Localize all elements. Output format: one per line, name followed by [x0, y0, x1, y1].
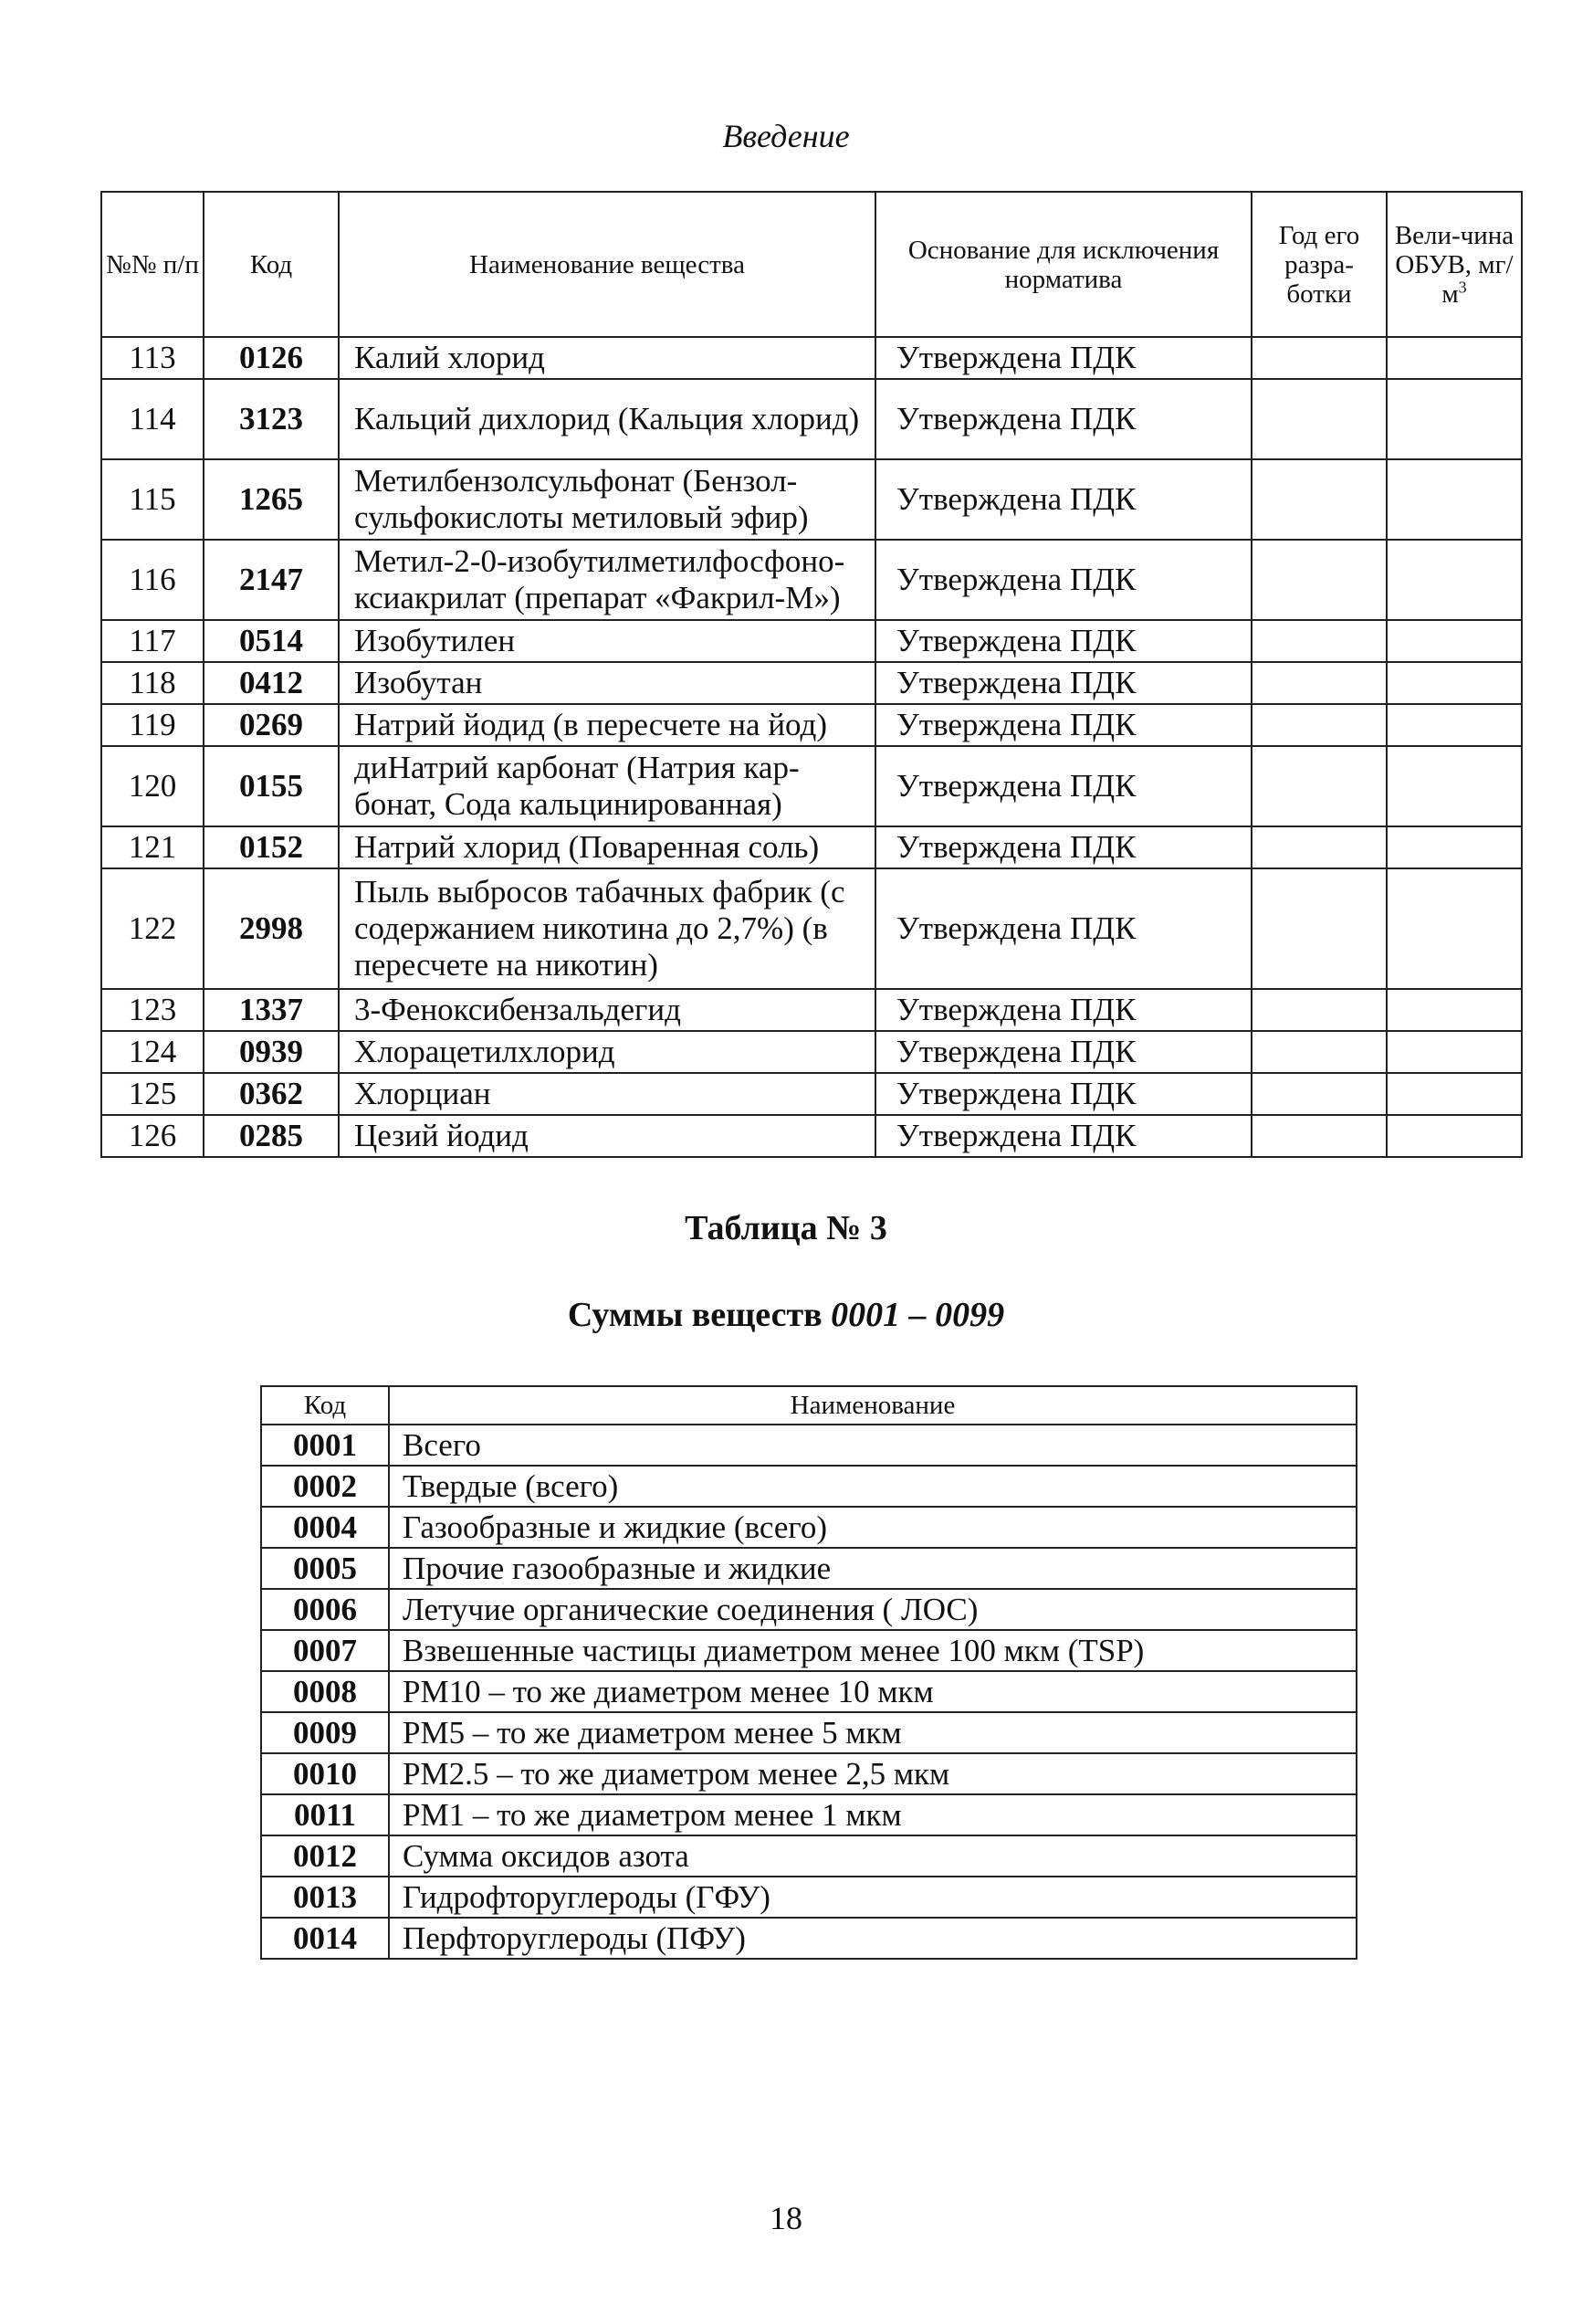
cell-basis: Утверждена ПДК	[875, 337, 1252, 379]
substances-table	[100, 191, 1523, 1158]
table-row	[101, 337, 1522, 379]
cell-name: Натрий хлорид (Поваренная соль)	[339, 826, 875, 868]
cell-num: 125	[101, 1073, 204, 1115]
table-row	[261, 1794, 1357, 1835]
cell-num: 124	[101, 1031, 204, 1073]
cell-code: 0285	[204, 1115, 339, 1157]
table-row	[261, 1918, 1357, 1959]
cell-name: РМ1 – то же диаметром менее 1 мкм	[389, 1794, 1357, 1835]
cell-name: Газообразные и жидкие (всего)	[389, 1507, 1357, 1548]
cell-code: 0152	[204, 826, 339, 868]
cell-name: Метилбензолсульфонат (Бензол-сульфокислоты метиловый эфир)	[339, 459, 875, 540]
cell-obuv	[1387, 868, 1522, 989]
table-row	[261, 1548, 1357, 1589]
cell-name: РМ10 – то же диаметром менее 10 мкм	[389, 1671, 1357, 1712]
cell-name: Хлорциан	[339, 1073, 875, 1115]
cell-code: 0005	[261, 1548, 389, 1589]
cell-num: 117	[101, 620, 204, 662]
table3-title-prefix: Суммы веществ	[567, 1296, 832, 1334]
cell-basis: Утверждена ПДК	[875, 1073, 1252, 1115]
cell-num: 115	[101, 459, 204, 540]
cell-year	[1252, 989, 1387, 1031]
cell-year	[1252, 868, 1387, 989]
cell-obuv	[1387, 540, 1522, 620]
cell-code: 1337	[204, 989, 339, 1031]
cell-code: 0006	[261, 1589, 389, 1630]
table-row	[261, 1671, 1357, 1712]
col-obuv-header	[1387, 192, 1522, 337]
table-row	[101, 704, 1522, 746]
cell-name: Изобутан	[339, 662, 875, 704]
cell-obuv	[1387, 704, 1522, 746]
table-row	[101, 826, 1522, 868]
cell-obuv	[1387, 746, 1522, 826]
cell-obuv	[1387, 826, 1522, 868]
cell-num: 120	[101, 746, 204, 826]
cell-code: 0002	[261, 1466, 389, 1507]
cell-code: 0126	[204, 337, 339, 379]
cell-code: 0011	[261, 1794, 389, 1835]
cell-code: 0012	[261, 1835, 389, 1877]
table-row	[101, 620, 1522, 662]
cell-num: 113	[101, 337, 204, 379]
cell-name: Всего	[389, 1425, 1357, 1466]
col-year-header: Год его разра-ботки	[1252, 192, 1387, 337]
cell-basis: Утверждена ПДК	[875, 379, 1252, 459]
table-row	[261, 1507, 1357, 1548]
table-row	[261, 1877, 1357, 1918]
cell-year	[1252, 704, 1387, 746]
table-row	[261, 1425, 1357, 1466]
table-header-row	[261, 1386, 1357, 1425]
table3-label: Таблица № 3	[685, 1209, 887, 1247]
cell-year	[1252, 746, 1387, 826]
cell-basis: Утверждена ПДК	[875, 1031, 1252, 1073]
cell-code: 0010	[261, 1753, 389, 1794]
cell-name: Калий хлорид	[339, 337, 875, 379]
col-num-header: №№ п/п	[101, 192, 204, 337]
cell-year	[1252, 1073, 1387, 1115]
table-row	[101, 1031, 1522, 1073]
cell-num: 118	[101, 662, 204, 704]
cell-obuv	[1387, 989, 1522, 1031]
cell-year	[1252, 620, 1387, 662]
cell-code: 3123	[204, 379, 339, 459]
cell-obuv	[1387, 620, 1522, 662]
cell-num: 123	[101, 989, 204, 1031]
cell-code: 0008	[261, 1671, 389, 1712]
table-row	[261, 1630, 1357, 1671]
cell-year	[1252, 1031, 1387, 1073]
cell-name: Пыль выбросов табачных фабрик (с содержанием никотина до 2,7%) (в пересчете на никотин)	[339, 868, 875, 989]
cell-basis: Утверждена ПДК	[875, 1115, 1252, 1157]
table-row	[101, 540, 1522, 620]
cell-year	[1252, 337, 1387, 379]
cell-basis: Утверждена ПДК	[875, 868, 1252, 989]
cell-year	[1252, 379, 1387, 459]
cell-obuv	[1387, 1031, 1522, 1073]
table-row	[101, 746, 1522, 826]
cell-name: Сумма оксидов азота	[389, 1835, 1357, 1877]
cell-basis: Утверждена ПДК	[875, 662, 1252, 704]
cell-name: 3-Феноксибензальдегид	[339, 989, 875, 1031]
table-row	[261, 1712, 1357, 1753]
table-row	[261, 1753, 1357, 1794]
sums-table	[260, 1385, 1357, 1960]
table-row	[101, 1073, 1522, 1115]
cell-name: Перфторуглероды (ПФУ)	[389, 1918, 1357, 1959]
cell-code: 0009	[261, 1712, 389, 1753]
cell-code: 0007	[261, 1630, 389, 1671]
cell-code: 0939	[204, 1031, 339, 1073]
cell-basis: Утверждена ПДК	[875, 540, 1252, 620]
cell-name: РМ2.5 – то же диаметром менее 2,5 мкм	[389, 1753, 1357, 1794]
cell-code: 0155	[204, 746, 339, 826]
table3-title-range: 0001 – 0099	[831, 1296, 1005, 1334]
cell-basis: Утверждена ПДК	[875, 989, 1252, 1031]
cell-obuv	[1387, 459, 1522, 540]
col-basis-header: Основание для исключения норматива	[875, 192, 1252, 337]
cell-name: Изобутилен	[339, 620, 875, 662]
cell-name: Хлорацетилхлорид	[339, 1031, 875, 1073]
table-row	[101, 1115, 1522, 1157]
col-name-header: Наименование вещества	[339, 192, 875, 337]
cell-year	[1252, 662, 1387, 704]
col-name-header: Наименование	[389, 1386, 1357, 1425]
cell-code: 1265	[204, 459, 339, 540]
cell-basis: Утверждена ПДК	[875, 620, 1252, 662]
cell-obuv	[1387, 379, 1522, 459]
col-code-header: Код	[261, 1386, 389, 1425]
table-row	[101, 989, 1522, 1031]
page-header: Введение	[722, 118, 850, 154]
table-row	[101, 868, 1522, 989]
cell-name: Кальций дихлорид (Кальция хлорид)	[339, 379, 875, 459]
cell-basis: Утверждена ПДК	[875, 704, 1252, 746]
cell-num: 114	[101, 379, 204, 459]
cell-obuv	[1387, 337, 1522, 379]
cell-basis: Утверждена ПДК	[875, 746, 1252, 826]
cell-num: 122	[101, 868, 204, 989]
cell-name: Натрий йодид (в пересчете на йод)	[339, 704, 875, 746]
cell-code: 0013	[261, 1877, 389, 1918]
table3-title	[0, 1295, 1572, 1335]
table-row	[101, 662, 1522, 704]
cell-code: 0014	[261, 1918, 389, 1959]
cell-name: диНатрий карбонат (Натрия кар-бонат, Сода кальцинированная)	[339, 746, 875, 826]
cell-basis: Утверждена ПДК	[875, 826, 1252, 868]
cell-name: Взвешенные частицы диаметром менее 100 мкм (TSP)	[389, 1630, 1357, 1671]
cell-obuv	[1387, 662, 1522, 704]
table-row	[261, 1835, 1357, 1877]
cell-code: 0004	[261, 1507, 389, 1548]
cell-num: 126	[101, 1115, 204, 1157]
table-row	[101, 459, 1522, 540]
cell-name: РМ5 – то же диаметром менее 5 мкм	[389, 1712, 1357, 1753]
cell-name: Летучие органические соединения ( ЛОС)	[389, 1589, 1357, 1630]
col-obuv-header-text: Вели-чина ОБУВ, мг/м	[1394, 220, 1514, 309]
col-code-header: Код	[204, 192, 339, 337]
cell-num: 121	[101, 826, 204, 868]
cell-code: 0362	[204, 1073, 339, 1115]
cell-basis: Утверждена ПДК	[875, 459, 1252, 540]
cell-year	[1252, 826, 1387, 868]
table-row	[101, 379, 1522, 459]
cell-year	[1252, 1115, 1387, 1157]
table-row	[261, 1466, 1357, 1507]
cell-name: Гидрофторуглероды (ГФУ)	[389, 1877, 1357, 1918]
cell-obuv	[1387, 1073, 1522, 1115]
table-row	[261, 1589, 1357, 1630]
cell-code: 0001	[261, 1425, 389, 1466]
cell-code: 2147	[204, 540, 339, 620]
cell-code: 2998	[204, 868, 339, 989]
cell-year	[1252, 540, 1387, 620]
cell-num: 116	[101, 540, 204, 620]
cell-year	[1252, 459, 1387, 540]
cell-code: 0514	[204, 620, 339, 662]
page-number: 18	[770, 2200, 802, 2236]
cell-code: 0412	[204, 662, 339, 704]
cell-name: Метил-2-0-изобутилметилфосфоно-ксиакрилат (препарат «Факрил-М»)	[339, 540, 875, 620]
table-header-row	[101, 192, 1522, 337]
cell-code: 0269	[204, 704, 339, 746]
cell-name: Цезий йодид	[339, 1115, 875, 1157]
cell-name: Прочие газообразные и жидкие	[389, 1548, 1357, 1589]
cell-obuv	[1387, 1115, 1522, 1157]
cell-num: 119	[101, 704, 204, 746]
col-obuv-header-sup: 3	[1458, 277, 1467, 296]
cell-name: Твердые (всего)	[389, 1466, 1357, 1507]
